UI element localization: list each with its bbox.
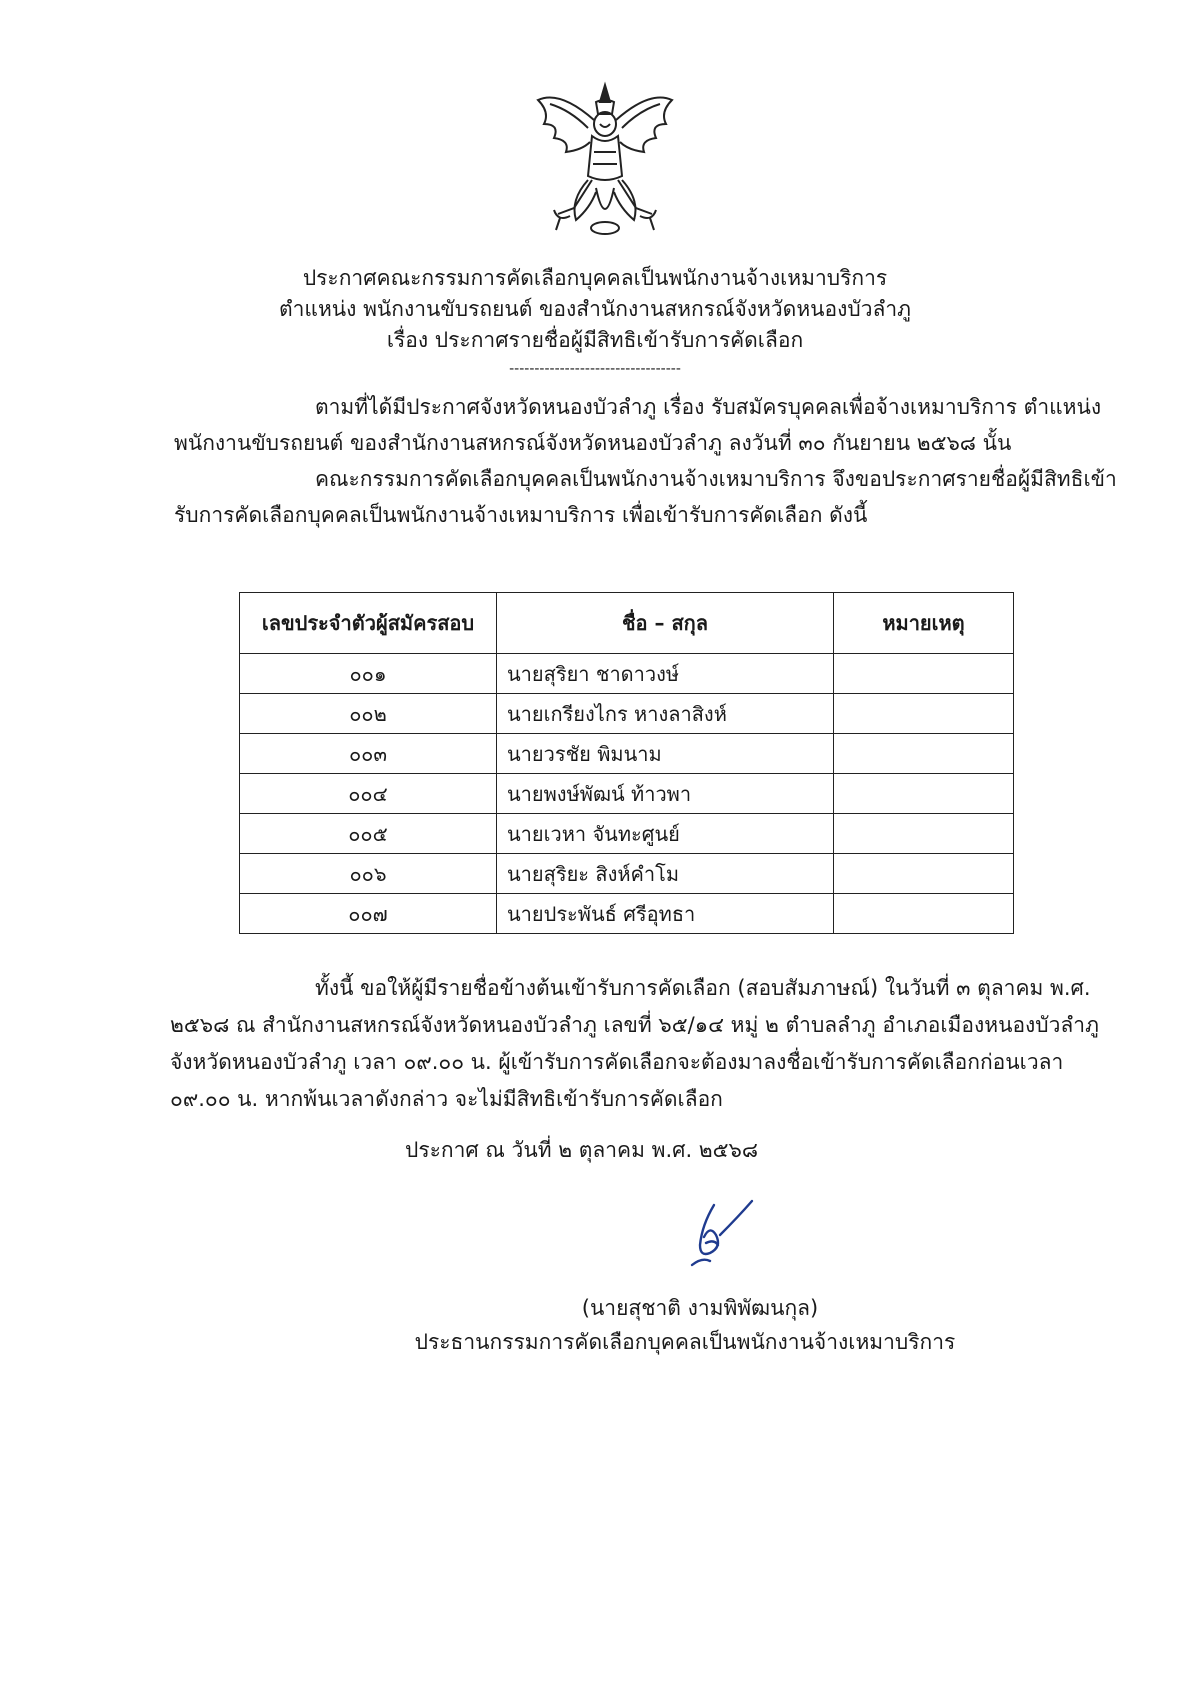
signer-title: ประธานกรรมการคัดเลือกบุคคลเป็นพนักงานจ้างเหมาบริการ	[414, 1330, 956, 1354]
candidate-id: ๐๐๕	[240, 814, 497, 854]
signer-name: (นายสุชาติ งามพิพัฒนกุล)	[581, 1296, 819, 1320]
candidate-note	[834, 654, 1014, 694]
closing-line-3: จังหวัดหนองบัวลำภู เวลา ๐๙.๐๐ น. ผู้เข้ารับการคัดเลือกจะต้องมาลงชื่อเข้ารับการคัดเลือกก่อนเวลา	[170, 1050, 1064, 1074]
candidate-name: นายประพันธ์ ศรีอุทธา	[497, 894, 834, 934]
candidate-name: นายเวหา จันทะศูนย์	[497, 814, 834, 854]
table-header-row	[240, 593, 1014, 654]
candidate-note	[834, 774, 1014, 814]
candidate-name: นายเกรียงไกร หางลาสิงห์	[497, 694, 834, 734]
table-row	[240, 814, 1014, 854]
candidate-name: นายสุริยะ สิงห์คำโม	[497, 854, 834, 894]
table-row	[240, 854, 1014, 894]
candidate-name: นายพงษ์พัฒน์ ท้าวพา	[497, 774, 834, 814]
header-divider: ----------------------------------	[509, 361, 681, 377]
table-row	[240, 654, 1014, 694]
candidate-note	[834, 854, 1014, 894]
closing-line-2: ๒๕๖๘ ณ สำนักงานสหกรณ์จังหวัดหนองบัวลำภู เลขที่ ๖๕/๑๔ หมู่ ๒ ตำบลลำภู อำเภอเมืองหนองบัวลำภู	[170, 1013, 1099, 1037]
header-remarks: หมายเหตุ	[834, 593, 1014, 654]
table-row	[240, 774, 1014, 814]
candidate-table	[239, 592, 1014, 934]
intro-p1-line1: ตามที่ได้มีประกาศจังหวัดหนองบัวลำภู เรื่อง รับสมัครบุคคลเพื่อจ้างเหมาบริการ ตำแหน่ง	[315, 395, 1102, 419]
header-line-1: ประกาศคณะกรรมการคัดเลือกบุคคลเป็นพนักงานจ้างเหมาบริการ	[302, 266, 888, 290]
header-subject: เรื่อง ประกาศรายชื่อผู้มีสิทธิเข้ารับการคัดเลือก	[386, 328, 804, 352]
header-line-2: ตำแหน่ง พนักงานขับรถยนต์ ของสำนักงานสหกรณ์จังหวัดหนองบัวลำภู	[278, 297, 912, 321]
closing-line-4: ๐๙.๐๐ น. หากพ้นเวลาดังกล่าว จะไม่มีสิทธิเข้ารับการคัดเลือก	[170, 1087, 723, 1111]
candidate-id: ๐๐๓	[240, 734, 497, 774]
candidate-id: ๐๐๑	[240, 654, 497, 694]
signature-icon	[680, 1195, 760, 1280]
candidate-id: ๐๐๒	[240, 694, 497, 734]
closing-line-1: ทั้งนี้ ขอให้ผู้มีรายชื่อข้างต้นเข้ารับการคัดเลือก (สอบสัมภาษณ์) ในวันที่ ๓ ตุลาคม พ.ศ.	[315, 976, 1091, 1000]
candidate-note	[834, 814, 1014, 854]
candidate-note	[834, 694, 1014, 734]
header-full-name: ชื่อ – สกุล	[497, 593, 834, 654]
candidate-note	[834, 734, 1014, 774]
garuda-emblem-icon	[530, 80, 680, 250]
candidate-id: ๐๐๔	[240, 774, 497, 814]
intro-p1-line2: พนักงานขับรถยนต์ ของสำนักงานสหกรณ์จังหวัดหนองบัวลำภู ลงวันที่ ๓๐ กันยายน ๒๕๖๘ นั้น	[174, 431, 1012, 455]
table-row	[240, 734, 1014, 774]
candidate-name: นายสุริยา ชาดาวงษ์	[497, 654, 834, 694]
table-row	[240, 894, 1014, 934]
table-row	[240, 694, 1014, 734]
header-candidate-id: เลขประจำตัวผู้สมัครสอบ	[240, 593, 497, 654]
announcement-date: ประกาศ ณ วันที่ ๒ ตุลาคม พ.ศ. ๒๕๖๘	[405, 1138, 759, 1162]
candidate-name: นายวรชัย พิมนาม	[497, 734, 834, 774]
intro-p2-line1: คณะกรรมการคัดเลือกบุคคลเป็นพนักงานจ้างเหมาบริการ จึงขอประกาศรายชื่อผู้มีสิทธิเข้า	[315, 467, 1117, 491]
candidate-id: ๐๐๖	[240, 854, 497, 894]
intro-p2-line2: รับการคัดเลือกบุคคลเป็นพนักงานจ้างเหมาบริการ เพื่อเข้ารับการคัดเลือก ดังนี้	[174, 503, 868, 527]
candidate-note	[834, 894, 1014, 934]
candidate-id: ๐๐๗	[240, 894, 497, 934]
